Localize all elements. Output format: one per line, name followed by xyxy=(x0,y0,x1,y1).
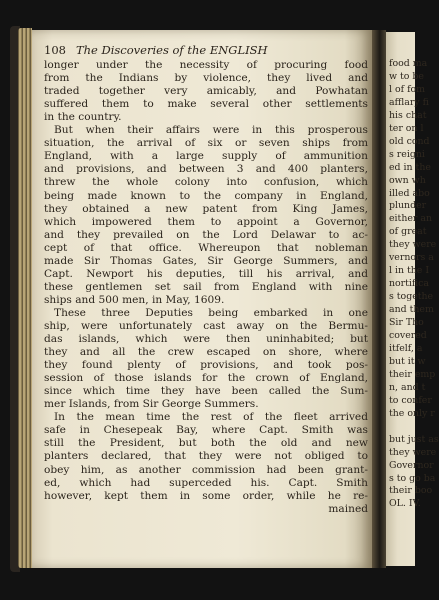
text-line: however, kept them in some order, while he re- xyxy=(44,489,368,502)
strip-line: Governor xyxy=(389,459,434,471)
book-gutter xyxy=(372,30,386,568)
strip-line: afflary fi xyxy=(389,96,429,108)
strip-line: the only r xyxy=(389,407,435,419)
strip-line: s to go ba xyxy=(389,472,436,484)
text-line: mer Islands, from Sir George Summers. xyxy=(44,398,259,411)
text-line: mained xyxy=(328,502,368,515)
text-line: threw the whole colony into confusion, which xyxy=(44,176,368,189)
strip-line: l in the I xyxy=(389,265,430,277)
strip-line: ed in the xyxy=(389,161,431,173)
text-line: they obtained a new patent from King James, xyxy=(44,202,368,215)
strip-line: but it w xyxy=(389,355,426,367)
strip-line: ter on l xyxy=(389,122,424,134)
text-line: being made known to the company in England, xyxy=(44,189,368,202)
left-page-text xyxy=(44,44,368,516)
text-line: still the President, but both the old and new xyxy=(44,437,368,450)
text-line: These three Deputies being embarked in one xyxy=(54,306,368,319)
text-line: England, with a large supply of ammunition xyxy=(44,150,368,163)
strip-line: old cond xyxy=(389,135,430,147)
text-line: made Sir Thomas Gates, Sir George Summers, and xyxy=(44,254,368,267)
strip-line: their emp xyxy=(389,368,436,380)
strip-line: itfelf, a xyxy=(389,342,423,354)
text-line: situation, the arrival of six or seven ships from xyxy=(44,137,368,150)
text-line: and provisions, and between 3 and 400 planters, xyxy=(44,163,368,176)
text-line: they found plenty of provisions, and took pos- xyxy=(44,359,368,372)
text-line: which impowered them to appoint a Governor, xyxy=(44,215,368,228)
body-text xyxy=(44,59,368,516)
text-line: suffered them to make several other settlements xyxy=(44,98,368,111)
strip-line: his chat xyxy=(389,109,427,121)
text-line: longer under the necessity of procuring food xyxy=(44,59,368,72)
text-line: In the mean time the rest of the fleet arrived xyxy=(54,411,368,424)
running-head: The Discoveries of the ENGLISH xyxy=(75,43,268,57)
strip-line: but just as xyxy=(389,433,439,445)
text-line: ed, which had superceded his. Capt. Smith xyxy=(44,476,368,489)
text-line: they and all the crew escaped on shore, where xyxy=(44,346,368,359)
strip-line: OL. IV. xyxy=(389,498,421,510)
strip-line: nortifica xyxy=(389,278,430,290)
text-line: and they prevailed on the Lord Delawar to ac- xyxy=(44,228,368,241)
strip-line: illed abo xyxy=(389,187,430,199)
page-edges-left xyxy=(18,28,32,568)
text-line: cept of that office. Whereupon that nobleman xyxy=(44,241,368,254)
strip-line: s reigni xyxy=(389,148,425,160)
text-line: But when their affairs were in this prosperous xyxy=(54,124,368,137)
strip-line: covered xyxy=(389,330,427,342)
strip-line: food ma xyxy=(389,58,428,69)
text-line: safe in Chesepeak Bay, where Capt. Smith was xyxy=(44,424,368,437)
strip-line: plunder xyxy=(389,200,427,212)
strip-line: Sir Tho xyxy=(389,317,424,329)
strip-line: w to be xyxy=(389,70,424,82)
text-line: since which time they have been called the Sum- xyxy=(44,385,368,398)
text-line: ships and 500 men, in May, 1609. xyxy=(44,293,225,306)
strip-line: either an xyxy=(389,213,432,225)
text-line: das islands, which were then uninhabited; but xyxy=(44,333,368,346)
right-page-text-strip xyxy=(389,58,439,511)
text-line: these gentlemen set sail from England with nine xyxy=(44,280,368,293)
text-line: from the Indians by violence, they lived and xyxy=(44,72,368,85)
strip-line: n, and t xyxy=(389,381,426,393)
text-line: in the country. xyxy=(44,111,122,124)
running-header xyxy=(44,44,368,57)
strip-line: l of fom xyxy=(389,83,426,95)
text-line: session of those islands for the crown of England, xyxy=(44,372,368,385)
strip-line: they were xyxy=(389,239,437,251)
text-line: obey him, as another commission had been grant- xyxy=(44,463,368,476)
strip-line: of great xyxy=(389,226,427,238)
strip-line: they were xyxy=(389,446,437,458)
strip-line: and them xyxy=(389,304,434,316)
strip-line: their boo xyxy=(389,485,433,497)
text-line: ship, were unfortunately cast away on the Bermu- xyxy=(44,319,368,332)
text-line: planters declared, that they were not obliged to xyxy=(44,450,368,463)
strip-line: vernors a xyxy=(389,252,434,264)
text-line: traded together very amicably, and Powhatan xyxy=(44,85,368,98)
strip-line: to confer xyxy=(389,394,432,406)
strip-line xyxy=(389,421,419,434)
text-line: Capt. Newport his deputies, till his arrival, and xyxy=(44,267,368,280)
strip-line: own wh xyxy=(389,174,426,186)
page-number: 108 xyxy=(44,43,66,57)
strip-line: s togethe xyxy=(389,291,434,303)
